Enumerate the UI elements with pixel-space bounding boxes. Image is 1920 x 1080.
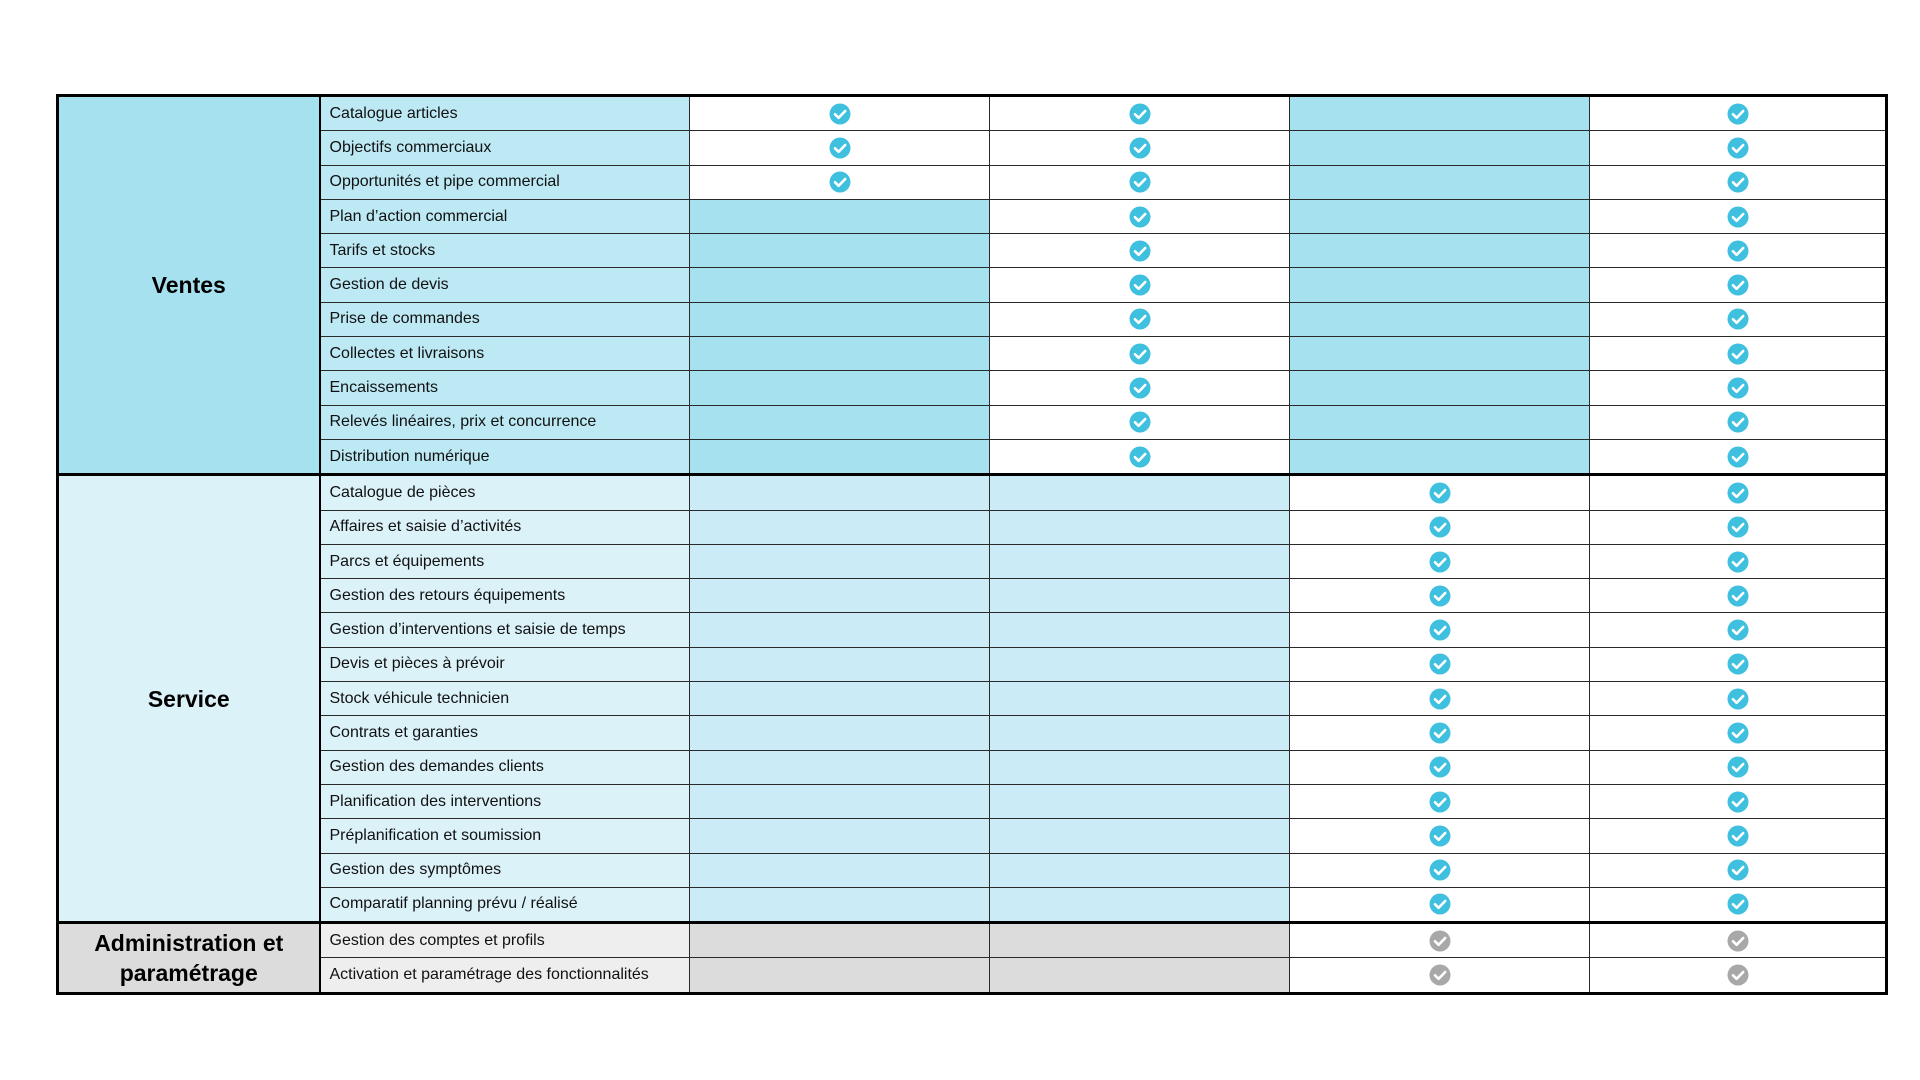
feature-name: Gestion d’interventions et saisie de temps — [320, 613, 690, 647]
checkmark-icon — [1727, 825, 1749, 847]
availability-cell — [1590, 234, 1887, 268]
table-row — [58, 716, 1887, 750]
checkmark-icon — [1727, 791, 1749, 813]
checkmark-icon — [829, 171, 851, 193]
availability-cell — [1290, 371, 1590, 405]
checkmark-icon — [1129, 343, 1151, 365]
feature-name: Prise de commandes — [320, 302, 690, 336]
availability-cell — [990, 96, 1290, 131]
table-row — [58, 613, 1887, 647]
availability-cell — [990, 750, 1290, 784]
availability-cell — [1290, 302, 1590, 336]
availability-cell — [1290, 923, 1590, 958]
availability-cell — [1590, 439, 1887, 474]
feature-name: Devis et pièces à prévoir — [320, 647, 690, 681]
checkmark-icon — [1727, 411, 1749, 433]
availability-cell — [690, 268, 990, 302]
availability-cell — [990, 682, 1290, 716]
feature-name: Préplanification et soumission — [320, 819, 690, 853]
availability-cell — [990, 439, 1290, 474]
availability-cell — [690, 234, 990, 268]
table-row — [58, 647, 1887, 681]
availability-cell — [690, 613, 990, 647]
availability-cell — [690, 131, 990, 165]
availability-cell — [1290, 165, 1590, 199]
table-row — [58, 268, 1887, 302]
checkmark-icon — [1727, 377, 1749, 399]
checkmark-icon — [1727, 446, 1749, 468]
availability-cell — [1290, 96, 1590, 131]
category-label: Ventes — [58, 96, 320, 475]
availability-cell — [690, 579, 990, 613]
availability-cell — [990, 887, 1290, 922]
checkmark-icon — [1429, 653, 1451, 675]
availability-cell — [1290, 510, 1590, 544]
checkmark-icon — [1727, 619, 1749, 641]
availability-cell — [990, 819, 1290, 853]
availability-cell — [690, 337, 990, 371]
availability-cell — [990, 165, 1290, 199]
checkmark-icon — [1429, 756, 1451, 778]
checkmark-icon — [1727, 137, 1749, 159]
table-row — [58, 302, 1887, 336]
feature-name: Gestion des demandes clients — [320, 750, 690, 784]
table-row — [58, 405, 1887, 439]
availability-cell — [1590, 302, 1887, 336]
feature-name: Gestion des retours équipements — [320, 579, 690, 613]
feature-name: Catalogue articles — [320, 96, 690, 131]
feature-name: Planification des interventions — [320, 784, 690, 818]
availability-cell — [1290, 784, 1590, 818]
table-row — [58, 439, 1887, 474]
availability-cell — [1590, 371, 1887, 405]
availability-cell — [690, 923, 990, 958]
table-row — [58, 337, 1887, 371]
checkmark-icon — [1429, 964, 1451, 986]
table-row — [58, 750, 1887, 784]
checkmark-icon — [1429, 825, 1451, 847]
checkmark-icon — [1129, 171, 1151, 193]
availability-cell — [690, 371, 990, 405]
availability-cell — [690, 475, 990, 510]
checkmark-icon — [1429, 619, 1451, 641]
table-row — [58, 96, 1887, 131]
availability-cell — [990, 131, 1290, 165]
table-row — [58, 475, 1887, 510]
availability-cell — [990, 268, 1290, 302]
checkmark-icon — [1429, 551, 1451, 573]
availability-cell — [1590, 958, 1887, 993]
availability-cell — [1590, 165, 1887, 199]
availability-cell — [1290, 199, 1590, 233]
availability-cell — [990, 716, 1290, 750]
availability-cell — [1590, 131, 1887, 165]
availability-cell — [1290, 682, 1590, 716]
availability-cell — [690, 96, 990, 131]
checkmark-icon — [1429, 791, 1451, 813]
feature-name: Gestion de devis — [320, 268, 690, 302]
checkmark-icon — [1727, 653, 1749, 675]
availability-cell — [690, 958, 990, 993]
availability-cell — [990, 613, 1290, 647]
table-row — [58, 131, 1887, 165]
availability-cell — [690, 302, 990, 336]
checkmark-icon — [1727, 103, 1749, 125]
checkmark-icon — [829, 103, 851, 125]
checkmark-icon — [1129, 137, 1151, 159]
availability-cell — [690, 439, 990, 474]
checkmark-icon — [1727, 240, 1749, 262]
availability-cell — [690, 750, 990, 784]
availability-cell — [1590, 923, 1887, 958]
availability-cell — [1290, 579, 1590, 613]
table-row — [58, 199, 1887, 233]
availability-cell — [990, 544, 1290, 578]
availability-cell — [1290, 439, 1590, 474]
availability-cell — [690, 647, 990, 681]
availability-cell — [990, 475, 1290, 510]
availability-cell — [690, 682, 990, 716]
feature-name: Gestion des comptes et profils — [320, 923, 690, 958]
checkmark-icon — [1727, 482, 1749, 504]
availability-cell — [1590, 544, 1887, 578]
availability-cell — [990, 510, 1290, 544]
feature-name: Stock véhicule technicien — [320, 682, 690, 716]
availability-cell — [1290, 544, 1590, 578]
feature-name: Contrats et garanties — [320, 716, 690, 750]
checkmark-icon — [1129, 240, 1151, 262]
checkmark-icon — [1727, 551, 1749, 573]
feature-name: Relevés linéaires, prix et concurrence — [320, 405, 690, 439]
availability-cell — [1290, 268, 1590, 302]
availability-cell — [1590, 475, 1887, 510]
feature-name: Collectes et livraisons — [320, 337, 690, 371]
checkmark-icon — [1727, 585, 1749, 607]
table-row — [58, 819, 1887, 853]
availability-cell — [1590, 96, 1887, 131]
feature-name: Activation et paramétrage des fonctionnalités — [320, 958, 690, 993]
availability-cell — [1590, 613, 1887, 647]
checkmark-icon — [1129, 308, 1151, 330]
availability-cell — [1290, 819, 1590, 853]
feature-name: Affaires et saisie d’activités — [320, 510, 690, 544]
availability-cell — [1590, 199, 1887, 233]
availability-cell — [1290, 647, 1590, 681]
checkmark-icon — [1129, 274, 1151, 296]
availability-cell — [690, 784, 990, 818]
availability-cell — [1590, 682, 1887, 716]
feature-name: Catalogue de pièces — [320, 475, 690, 510]
availability-cell — [990, 337, 1290, 371]
availability-cell — [1590, 716, 1887, 750]
feature-name: Opportunités et pipe commercial — [320, 165, 690, 199]
availability-cell — [1590, 887, 1887, 922]
availability-cell — [990, 234, 1290, 268]
category-label: Administration et paramétrage — [58, 923, 320, 994]
feature-comparison-table — [56, 94, 1888, 995]
checkmark-icon — [1727, 516, 1749, 538]
table-row — [58, 544, 1887, 578]
feature-name: Objectifs commerciaux — [320, 131, 690, 165]
table-row — [58, 371, 1887, 405]
availability-cell — [1590, 647, 1887, 681]
table-row — [58, 887, 1887, 922]
availability-cell — [690, 819, 990, 853]
feature-name: Parcs et équipements — [320, 544, 690, 578]
availability-cell — [1590, 579, 1887, 613]
table-row — [58, 579, 1887, 613]
availability-cell — [990, 923, 1290, 958]
table-row — [58, 510, 1887, 544]
checkmark-icon — [1129, 377, 1151, 399]
checkmark-icon — [1727, 274, 1749, 296]
checkmark-icon — [1429, 893, 1451, 915]
checkmark-icon — [1129, 103, 1151, 125]
feature-name: Gestion des symptômes — [320, 853, 690, 887]
checkmark-icon — [1429, 688, 1451, 710]
availability-cell — [1290, 405, 1590, 439]
availability-cell — [1590, 337, 1887, 371]
availability-cell — [1590, 268, 1887, 302]
checkmark-icon — [1429, 516, 1451, 538]
table-row — [58, 923, 1887, 958]
table-row — [58, 784, 1887, 818]
availability-cell — [990, 371, 1290, 405]
category-label: Service — [58, 475, 320, 923]
availability-cell — [1290, 337, 1590, 371]
feature-name: Tarifs et stocks — [320, 234, 690, 268]
availability-cell — [1290, 958, 1590, 993]
table-row — [58, 853, 1887, 887]
checkmark-icon — [1429, 585, 1451, 607]
checkmark-icon — [1429, 930, 1451, 952]
checkmark-icon — [1727, 206, 1749, 228]
availability-cell — [1590, 819, 1887, 853]
checkmark-icon — [1727, 756, 1749, 778]
availability-cell — [690, 716, 990, 750]
availability-cell — [1290, 853, 1590, 887]
availability-cell — [990, 579, 1290, 613]
checkmark-icon — [1129, 411, 1151, 433]
availability-cell — [690, 853, 990, 887]
checkmark-icon — [1429, 482, 1451, 504]
availability-cell — [990, 647, 1290, 681]
feature-name: Distribution numérique — [320, 439, 690, 474]
availability-cell — [1590, 750, 1887, 784]
checkmark-icon — [1429, 859, 1451, 881]
availability-cell — [690, 510, 990, 544]
availability-cell — [1290, 613, 1590, 647]
checkmark-icon — [1727, 308, 1749, 330]
checkmark-icon — [829, 137, 851, 159]
feature-name: Comparatif planning prévu / réalisé — [320, 887, 690, 922]
availability-cell — [1290, 234, 1590, 268]
availability-cell — [990, 784, 1290, 818]
checkmark-icon — [1727, 722, 1749, 744]
checkmark-icon — [1129, 446, 1151, 468]
availability-cell — [1590, 510, 1887, 544]
availability-cell — [990, 405, 1290, 439]
availability-cell — [1290, 750, 1590, 784]
feature-name: Encaissements — [320, 371, 690, 405]
availability-cell — [1590, 405, 1887, 439]
checkmark-icon — [1429, 722, 1451, 744]
checkmark-icon — [1727, 171, 1749, 193]
checkmark-icon — [1727, 859, 1749, 881]
availability-cell — [990, 958, 1290, 993]
availability-cell — [690, 405, 990, 439]
checkmark-icon — [1727, 930, 1749, 952]
feature-name: Plan d’action commercial — [320, 199, 690, 233]
table-row — [58, 958, 1887, 993]
checkmark-icon — [1727, 964, 1749, 986]
checkmark-icon — [1129, 206, 1151, 228]
availability-cell — [1290, 475, 1590, 510]
availability-cell — [690, 199, 990, 233]
availability-cell — [990, 853, 1290, 887]
availability-cell — [1590, 784, 1887, 818]
checkmark-icon — [1727, 893, 1749, 915]
availability-cell — [1290, 716, 1590, 750]
availability-cell — [690, 544, 990, 578]
table-row — [58, 234, 1887, 268]
checkmark-icon — [1727, 688, 1749, 710]
availability-cell — [1290, 887, 1590, 922]
table-row — [58, 682, 1887, 716]
checkmark-icon — [1727, 343, 1749, 365]
availability-cell — [990, 302, 1290, 336]
availability-cell — [690, 165, 990, 199]
availability-cell — [1290, 131, 1590, 165]
availability-cell — [1590, 853, 1887, 887]
availability-cell — [990, 199, 1290, 233]
availability-cell — [690, 887, 990, 922]
table-row — [58, 165, 1887, 199]
